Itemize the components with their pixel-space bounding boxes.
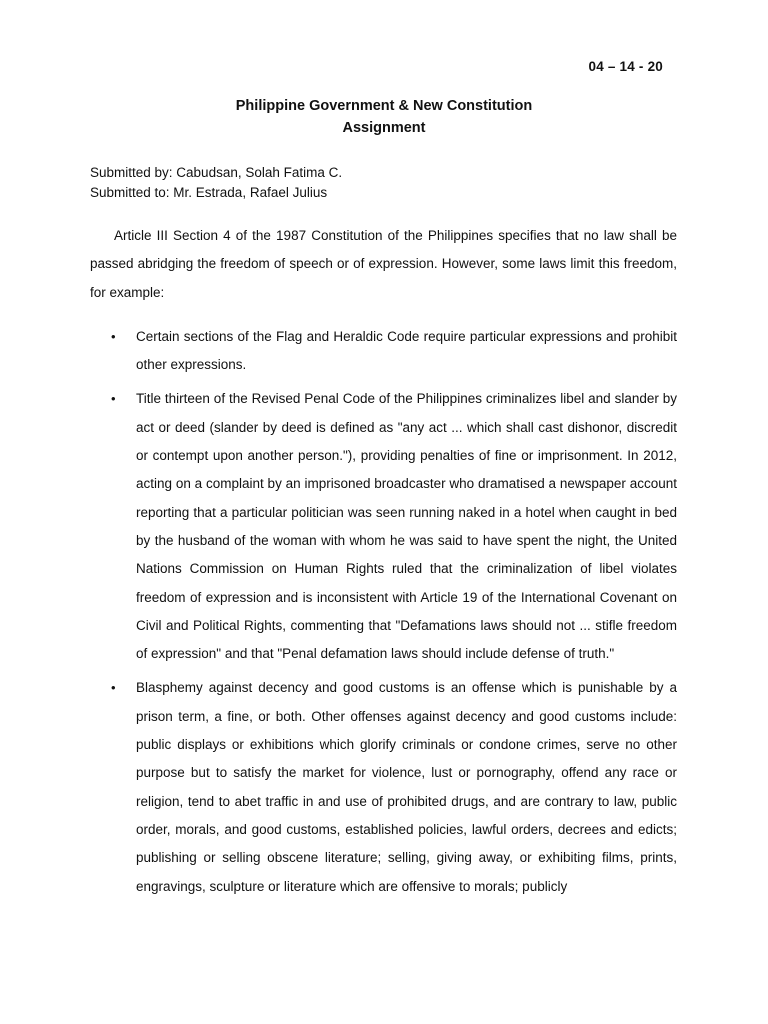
bullet-icon: • [111,680,116,696]
title-line-1: Philippine Government & New Constitution [235,98,533,114]
intro-paragraph: Article III Section 4 of the 1987 Constitution of the Philippines specifies that no law shall be passed abridging the freedom of speech or of expression. However, some laws limit this freedom, for example: [90,228,677,300]
bullet-icon: • [111,328,116,344]
examples-list [90,323,677,901]
bullet-icon: • [111,391,116,407]
submitted-to: Submitted to: Mr. Estrada, Rafael Julius [90,185,328,200]
list-item [111,323,677,380]
list-item [111,385,677,668]
document-title [0,95,768,139]
title-line-2: Assignment [342,120,426,136]
list-item [111,674,677,900]
list-item-text: Title thirteen of the Revised Penal Code of the Philippines criminalizes libel and slander by act or deed (slander by deed is defined as "any act ... which shall cast dishonor, discredit or contempt upon another person."), providing penalties of fine or imprisonment. In 2012, acting on a complaint by an imprisoned broadcaster who dramatised a newspaper account reporting that a particular politician was seen running naked in a hotel when caught in bed by the husband of the woman with whom he was said to have spent the night, the United Nations Commission on Human Rights ruled that the criminalization of libel violates freedom of expression and is inconsistent with Article 19 of the International Covenant on Civil and Political Rights, commenting that "Defamations laws should not ... stifle freedom of expression" and that "Penal defamation laws should include defense of truth." [136,391,677,662]
submission-info [90,163,342,203]
list-item-text: Blasphemy against decency and good customs is an offense which is punishable by a prison term, a fine, or both. Other offenses against decency and good customs include: public displays or exhibitions which glorify criminals or condone crimes, serve no other purpose but to satisfy the market for violence, lust or pornography, offend any race or religion, tend to abet traffic in and use of prohibited drugs, and are contrary to law, public order, morals, and good customs, established policies, lawful orders, decrees and edicts; publishing or selling obscene literature; selling, giving away, or exhibiting films, prints, engravings, sculpture or literature which are offensive to morals; publicly [136,680,677,894]
list-item-text: Certain sections of the Flag and Heraldic Code require particular expressions and prohibit other expressions. [136,328,677,373]
submitted-by: Submitted by: Cabudsan, Solah Fatima C. [90,165,343,180]
document-body [90,222,677,907]
document-date: 04 – 14 - 20 [588,59,663,74]
